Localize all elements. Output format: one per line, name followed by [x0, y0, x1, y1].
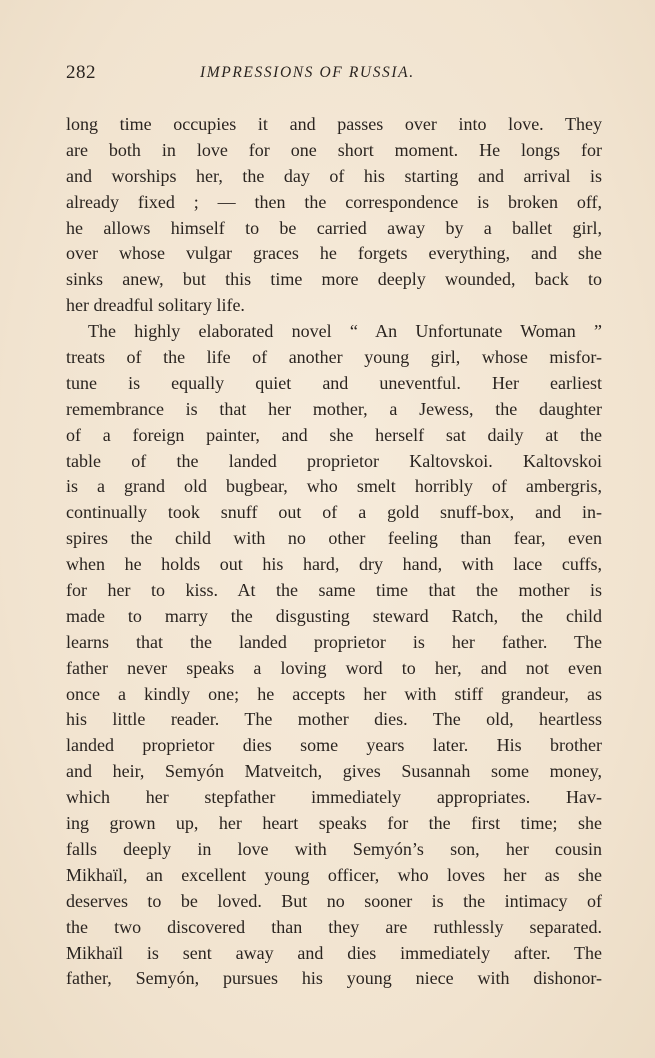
paragraph-end-line: her dreadful solitary life.	[66, 295, 245, 316]
text-line: is a grand old bugbear, who smelt horribly of ambergris,	[66, 476, 602, 497]
text-line: the two discovered than they are ruthlessly separated.	[66, 916, 602, 937]
text-line: father never speaks a loving word to her, and not even	[66, 657, 602, 678]
text-line: father, Semyón, pursues his young niece with dishonor-	[66, 968, 602, 989]
text-line: over whose vulgar graces he forgets everything, and she	[66, 243, 602, 264]
text-line: spires the child with no other feeling than fear, even	[66, 528, 602, 549]
page-number: 282	[66, 62, 96, 83]
text-line: are both in love for one short moment. He longs for	[66, 139, 602, 160]
text-line: once a kindly one; he accepts her with stiff grandeur, as	[66, 683, 602, 704]
text-line: and heir, Semyón Matveitch, gives Susannah some money,	[66, 761, 602, 782]
page-header	[66, 62, 601, 88]
text-line: table of the landed proprietor Kaltovskoi. Kaltovskoi	[66, 450, 602, 471]
text-line: already fixed ; — then the correspondence is broken off,	[66, 191, 602, 212]
text-line: remembrance is that her mother, a Jewess, the daughter	[66, 398, 602, 419]
text-line: made to marry the disgusting steward Ratch, the child	[66, 605, 602, 626]
text-line: deserves to be loved. But no sooner is the intimacy of	[66, 890, 602, 911]
text-line: for her to kiss. At the same time that the mother is	[66, 580, 602, 601]
running-title: IMPRESSIONS OF RUSSIA.	[200, 64, 415, 81]
text-line: treats of the life of another young girl, whose misfor-	[66, 347, 602, 368]
text-line: his little reader. The mother dies. The old, heartless	[66, 709, 602, 730]
text-line: continually took snuff out of a gold snuff-box, and in-	[66, 502, 602, 523]
text-line: Mikhaïl is sent away and dies immediately after. The	[66, 942, 602, 963]
text-line: learns that the landed proprietor is her father. The	[66, 631, 602, 652]
body-text	[66, 112, 602, 992]
text-line: he allows himself to be carried away by a ballet girl,	[66, 217, 602, 238]
text-line: falls deeply in love with Semyón’s son, her cousin	[66, 838, 602, 859]
text-line: and worships her, the day of his starting and arrival is	[66, 165, 602, 186]
text-line: when he holds out his hard, dry hand, with lace cuffs,	[66, 554, 602, 575]
text-line: ing grown up, her heart speaks for the first time; she	[66, 813, 602, 834]
text-line: which her stepfather immediately appropriates. Hav-	[66, 787, 602, 808]
paragraph-start-line: The highly elaborated novel “ An Unfortunate Woman ”	[88, 321, 602, 342]
text-line: of a foreign painter, and she herself sat daily at the	[66, 424, 602, 445]
text-line: sinks anew, but this time more deeply wounded, back to	[66, 269, 602, 290]
text-line: landed proprietor dies some years later. His brother	[66, 735, 602, 756]
text-line: tune is equally quiet and uneventful. Her earliest	[66, 372, 602, 393]
text-line: long time occupies it and passes over into love. They	[66, 114, 602, 134]
text-line: Mikhaïl, an excellent young officer, who loves her as she	[66, 864, 602, 885]
